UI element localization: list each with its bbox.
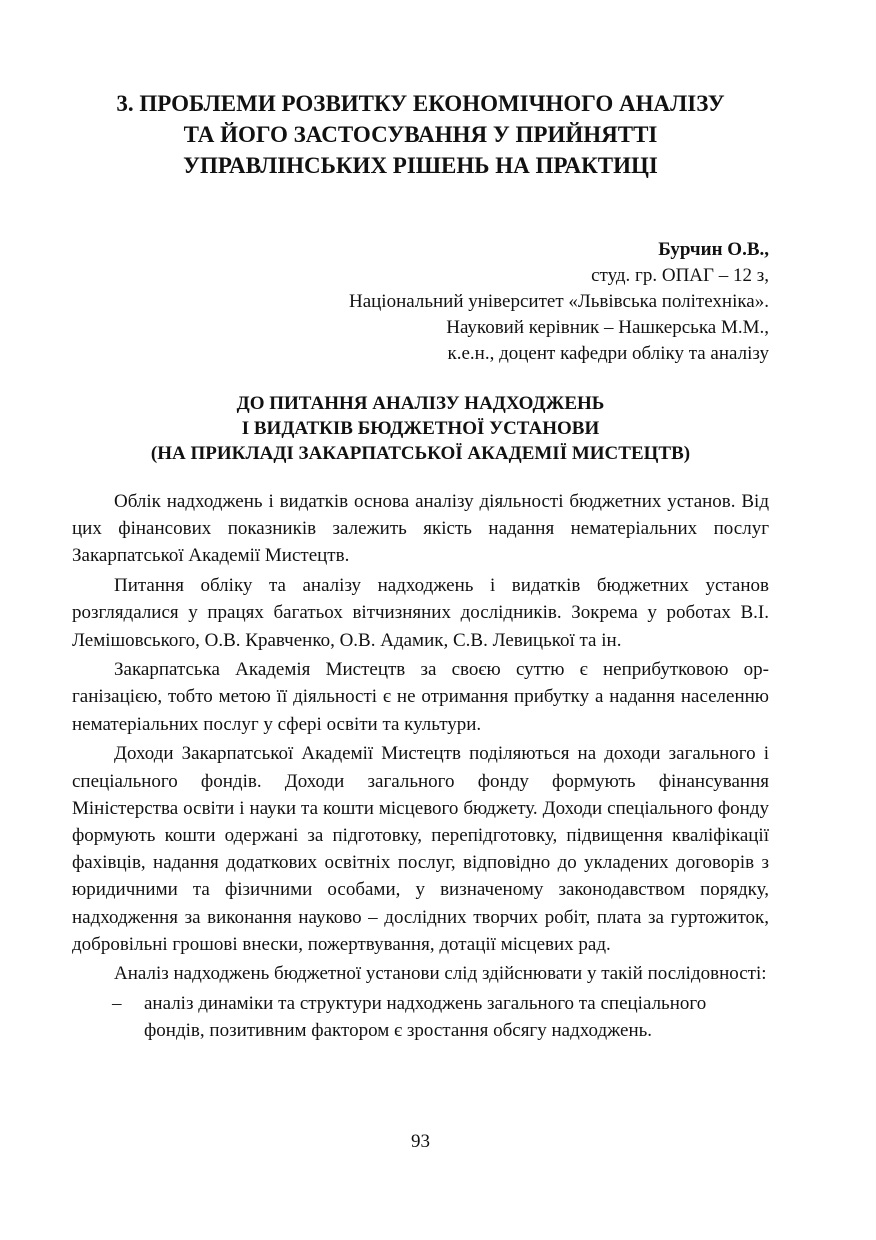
article-title-line-2: І ВИДАТКІВ БЮДЖЕТНОЇ УСТАНОВИ <box>241 418 600 439</box>
document-page <box>72 0 769 1240</box>
body-paragraph-1: Облік надходжень і видатків основа аналізу діяльності бюджетних установ. Від цих фінансових показників залежить якість надання нематеріальних послуг Закарпатської Академії Мистецтв. <box>72 491 769 567</box>
body-paragraph-4: Доходи Закарпатської Академії Мистецтв поділяються на доходи загального і спеціального фондів. Доходи загального фонду формують фінансування Міністерства освіти і науки та кошти місцевого бюджету. Доходи спеціального фонду формують кошти одержані за підготовку, перепідготовку, підвищення кваліфікації фахівців, надання додаткових освітніх послуг, відповідно до укладених договорів з юридичними та фізичними особами, у визначеному законодавством порядку, надходження за виконання науково – дослідних творчих робіт, плата за гуртожиток, добровільні грошові внески, пожертвування, дотації місцевих рад. <box>72 743 769 955</box>
body-paragraph-5: Аналіз надходжень бюджетної установи слід здійснювати у такій послідовності: <box>114 963 767 985</box>
section-title-line-2: ТА ЙОГО ЗАСТОСУВАННЯ У ПРИЙНЯТТІ <box>183 122 658 147</box>
list-item-marker: – <box>112 993 122 1015</box>
article-title-line-1: ДО ПИТАННЯ АНАЛІЗУ НАДХОДЖЕНЬ <box>236 393 605 414</box>
author-group: студ. гр. ОПАГ – 12 з, <box>591 265 769 286</box>
section-title <box>72 88 769 181</box>
author-supervisor: Науковий керівник – Нашкерська М.М., <box>446 317 769 338</box>
author-name: Бурчин О.В., <box>658 239 769 260</box>
page-number: 93 <box>411 1131 430 1152</box>
author-supervisor-title: к.е.н., доцент кафедри обліку та аналізу <box>447 343 769 364</box>
article-title <box>72 391 769 466</box>
section-title-line-3: УПРАВЛІНСЬКИХ РІШЕНЬ НА ПРАКТИЦІ <box>183 153 658 178</box>
list-item-text: аналіз динаміки та структури надходжень загального та спеціального фондів, позитивним фактором є зростання обсягу надходжень. <box>144 993 707 1042</box>
body-paragraph-2: Питання обліку та аналізу надходжень і видатків бюджетних установ розглядалися у працях багатьох вітчизняних дослідників. Зокрема у роботах В.І. Лемішовського, О.В. Кравченко, О.В. Адамик, С.В. Левицької та ін. <box>72 575 769 651</box>
list-item <box>72 990 769 1044</box>
article-body <box>72 488 769 1045</box>
article-title-line-3: (НА ПРИКЛАДІ ЗАКАРПАТСЬКОЇ АКАДЕМІЇ МИСТЕЦТВ) <box>150 443 691 464</box>
section-title-line-1: 3. ПРОБЛЕМИ РОЗВИТКУ ЕКОНОМІЧНОГО АНАЛІЗУ <box>116 91 725 116</box>
body-paragraph-3: Закарпатська Академія Мистецтв за своєю суттю є неприбутковою організацією, тобто метою її діяльності є не отримання прибутку а надання населенню нематеріальних послуг у сфері освіти та культури. <box>72 659 769 735</box>
author-university: Національний університет «Львівська політехніка». <box>348 291 769 312</box>
author-block <box>72 237 769 367</box>
